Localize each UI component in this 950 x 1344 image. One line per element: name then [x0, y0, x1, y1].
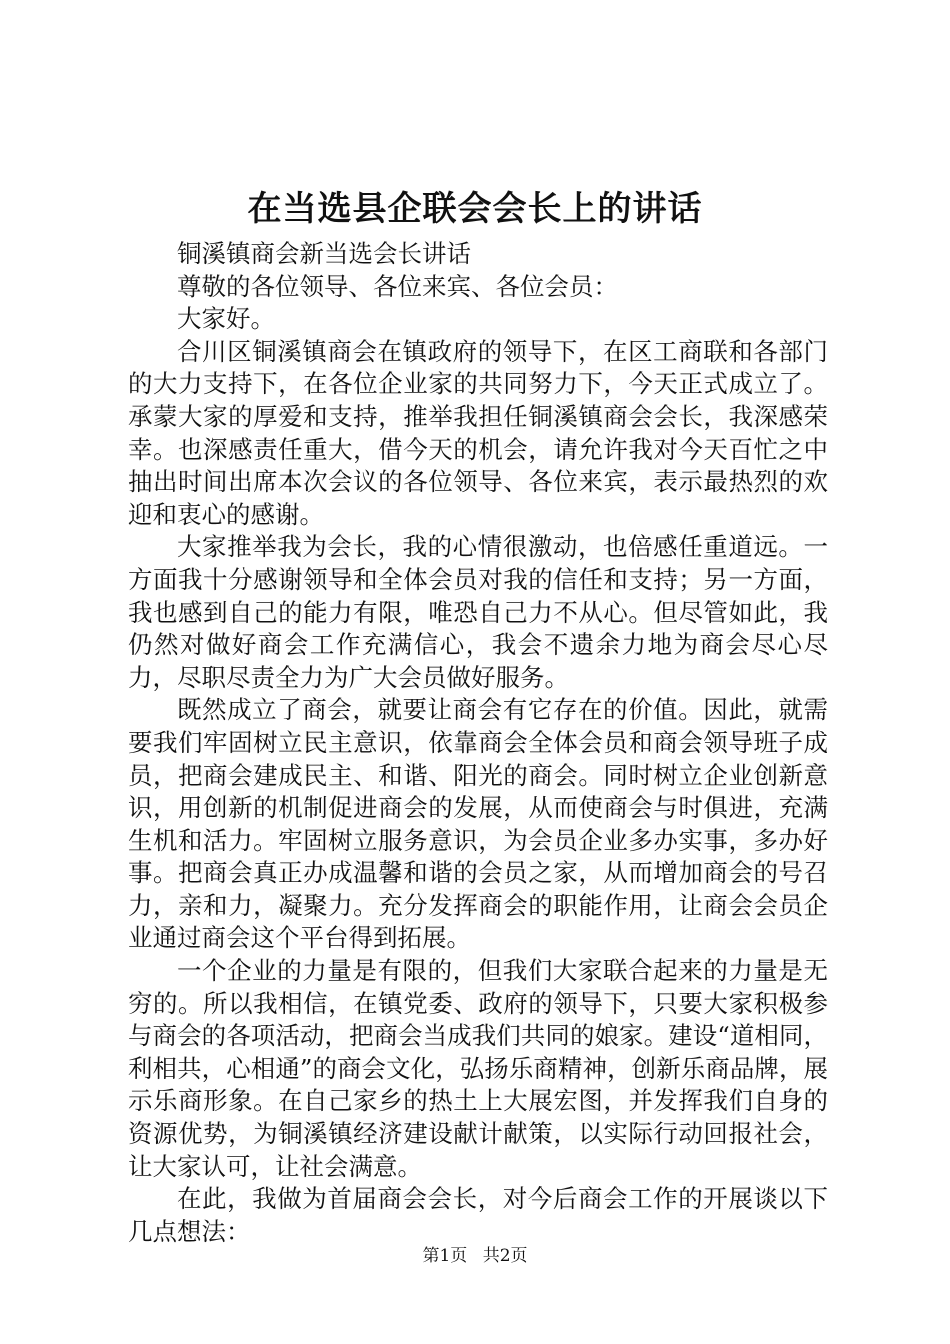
page-number-total: 共2页: [482, 1246, 528, 1266]
document-body: [128, 238, 828, 1248]
paragraph: 合川区铜溪镇商会在镇政府的领导下，在区工商联和各部门的大力支持下，在各位企业家的共同努力下，今天正式成立了。承蒙大家的厚爱和支持，推举我担任铜溪镇商会会长，我深感荣幸。也深感责任重大，借今天的机会，请允许我对今天百忙之中抽出时间出席本次会议的各位领导、各位来宾，表示最热烈的欢迎和衷心的感谢。: [128, 336, 828, 529]
paragraph-salutation: 尊敬的各位领导、各位来宾、各位会员：: [177, 271, 618, 301]
paragraph-greeting: 大家好。: [177, 304, 275, 334]
paragraph: 在此，我做为首届商会会长，对今后商会工作的开展谈以下几点想法：: [128, 1184, 828, 1246]
page-footer: [0, 1244, 950, 1268]
paragraph-subtitle: 铜溪镇商会新当选会长讲话: [177, 239, 471, 268]
paragraph: 一个企业的力量是有限的，但我们大家联合起来的力量是无穷的。所以我相信，在镇党委、政府的领导下，只要大家积极参与商会的各项活动，把商会当成我们共同的娘家。建设“道相同，利相共，心相通”的商会文化，弘扬乐商精神，创新乐商品牌，展示乐商形象。在自己家乡的热土上大展宏图，并发挥我们自身的资源优势，为铜溪镇经济建设献计献策，以实际行动回报社会，让大家认可，让社会满意。: [128, 956, 828, 1181]
page-number-current: 第1页: [422, 1246, 468, 1266]
paragraph: 大家推举我为会长，我的心情很激动，也倍感任重道远。一方面我十分感谢领导和全体会员对我的信任和支持；另一方面，我也感到自己的能力有限，唯恐自己力不从心。但尽管如此，我仍然对做好商会工作充满信心，我会不遗余力地为商会尽心尽力，尽职尽责全力为广大会员做好服务。: [128, 532, 828, 692]
paragraph: 既然成立了商会，就要让商会有它存在的价值。因此，就需要我们牢固树立民主意识，依靠商会全体会员和商会领导班子成员，把商会建成民主、和谐、阳光的商会。同时树立企业创新意识，用创新的机制促进商会的发展，从而使商会与时俱进，充满生机和活力。牢固树立服务意识，为会员企业多办实事，多办好事。把商会真正办成温馨和谐的会员之家，从而增加商会的号召力，亲和力，凝聚力。充分发挥商会的职能作用，让商会会员企业通过商会这个平台得到拓展。: [128, 695, 828, 953]
document-title: 在当选县企联会会长上的讲话: [247, 189, 703, 229]
